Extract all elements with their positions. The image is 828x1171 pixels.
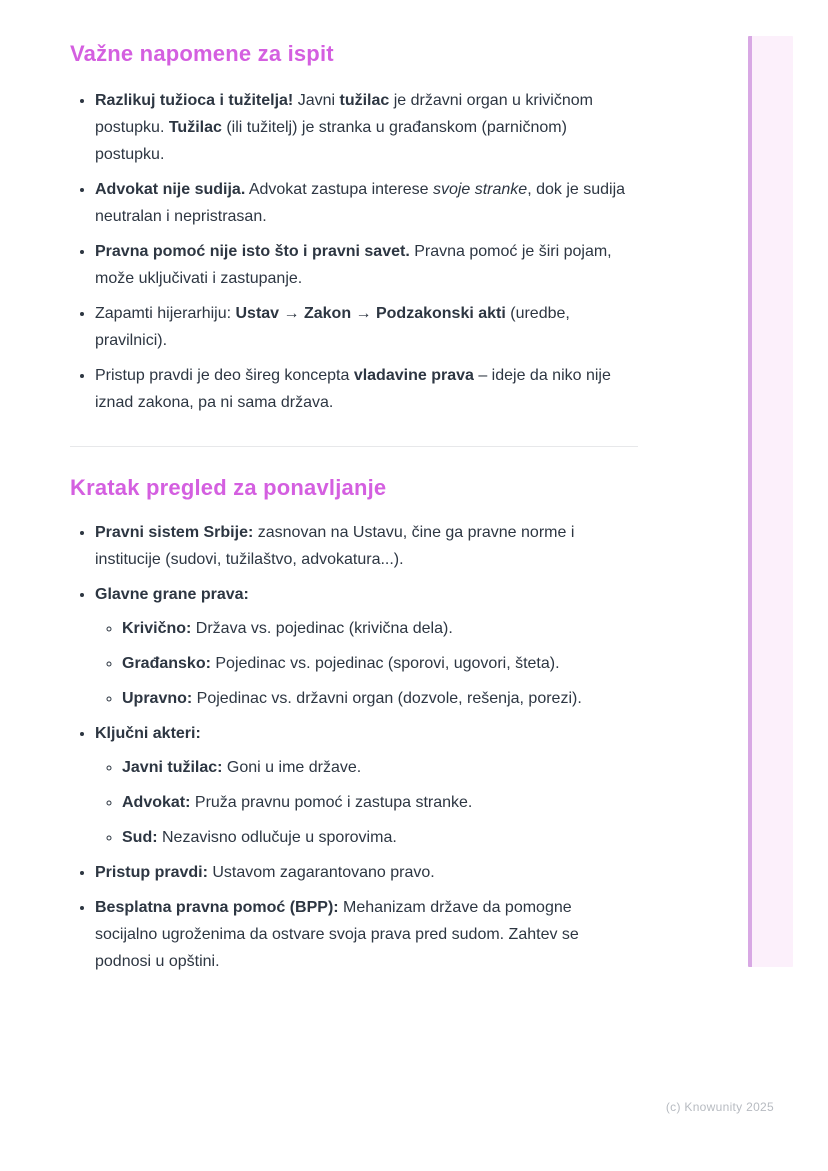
- text-run: Pojedinac vs. pojedinac (sporovi, ugovori, šteta).: [210, 655, 560, 672]
- text-run: Ključni akteri:: [95, 725, 201, 742]
- text-run: Mehanizam države da pomogne socijalno ugroženima da ostvare svoja prava pred sudom. Zahtev se podnosi u opštini.: [95, 899, 579, 970]
- bullet-list-vazne-napomene: [70, 87, 638, 416]
- text-run: Javni tužilac:: [122, 759, 223, 776]
- text-run: Advokat:: [122, 794, 191, 811]
- list-item: [95, 362, 638, 416]
- section-title-vazne-napomene: Važne napomene za ispit: [70, 41, 334, 66]
- notes-content: [70, 40, 638, 983]
- text-run: vladavine prava: [353, 367, 474, 384]
- right-accent-strip: [748, 36, 793, 967]
- text-run: Pojedinac vs. državni organ (dozvole, rešenja, porezi).: [192, 690, 582, 707]
- text-run: Pristup pravdi:: [95, 864, 208, 881]
- sub-list: [95, 615, 638, 712]
- text-run: Upravno:: [122, 690, 193, 707]
- bullet-list-kratak-pregled: [70, 519, 638, 975]
- text-run: Sud:: [122, 829, 158, 846]
- text-run: Država vs. pojedinac (krivična dela).: [191, 620, 453, 637]
- text-run: Besplatna pravna pomoć (BPP):: [95, 899, 339, 916]
- list-item: [95, 87, 638, 168]
- text-run: svoje stranke: [432, 181, 528, 198]
- text-run: Pristup pravdi je deo šireg koncepta: [95, 367, 354, 384]
- text-run: tužilac: [339, 92, 390, 109]
- text-run: (uredbe, pravilnici).: [95, 305, 570, 349]
- text-run: Pravna pomoć je širi pojam, može uključivati i zastupanje.: [95, 243, 612, 287]
- list-item: [95, 519, 638, 573]
- text-run: Ustavom zagarantovano pravo.: [207, 864, 435, 881]
- sub-list-item: [122, 615, 638, 642]
- text-run: Građansko:: [122, 655, 211, 672]
- section-divider: [70, 446, 638, 447]
- sub-list-item: [122, 650, 638, 677]
- sub-list: [95, 754, 638, 851]
- sub-list-item: [122, 754, 638, 781]
- list-item: [95, 894, 638, 975]
- list-item: [95, 720, 638, 851]
- section-kratak-pregled: [70, 474, 638, 975]
- text-run: – ideje da niko nije iznad zakona, pa ni sama država.: [95, 367, 611, 411]
- list-item: [95, 300, 638, 354]
- list-item: [95, 238, 638, 292]
- text-run: zasnovan na Ustavu, čine ga pravne norme i institucije (sudovi, tužilaštvo, advokatura...).: [95, 524, 575, 568]
- text-run: Nezavisno odlučuje u sporovima.: [157, 829, 397, 846]
- sub-list-item: [122, 824, 638, 851]
- text-run: (ili tužitelj) je stranka u građanskom (parničnom) postupku.: [95, 119, 567, 163]
- text-run: Glavne grane prava:: [95, 586, 249, 603]
- text-run: Zapamti hijerarhiju:: [95, 305, 236, 322]
- sub-list-item: [122, 685, 638, 712]
- sub-list-item: [122, 789, 638, 816]
- text-run: , dok je sudija neutralan i nepristrasan.: [95, 181, 626, 225]
- text-run: je državni organ u krivičnom postupku.: [95, 92, 593, 136]
- footer-copyright: (c) Knowunity 2025: [665, 1100, 774, 1114]
- section-title-kratak-pregled: Kratak pregled za ponavljanje: [70, 475, 387, 500]
- text-run: Razlikuj tužioca i tužitelja!: [95, 92, 294, 109]
- text-run: Pravna pomoć nije isto što i pravni savet.: [95, 243, 410, 260]
- section-vazne-napomene: [70, 40, 638, 416]
- text-run: Krivično:: [122, 620, 192, 637]
- list-item: [95, 859, 638, 886]
- text-run: Pravni sistem Srbije:: [95, 524, 254, 541]
- text-run: Advokat zastupa interese: [245, 181, 433, 198]
- text-run: Goni u ime države.: [222, 759, 362, 776]
- text-run: Pruža pravnu pomoć i zastupa stranke.: [190, 794, 473, 811]
- text-run: Javni: [293, 92, 340, 109]
- list-item: [95, 176, 638, 230]
- text-run: Advokat nije sudija.: [95, 181, 246, 198]
- list-item: [95, 581, 638, 712]
- text-run: Tužilac: [168, 119, 222, 136]
- text-run: Ustav → Zakon → Podzakonski akti: [235, 305, 506, 322]
